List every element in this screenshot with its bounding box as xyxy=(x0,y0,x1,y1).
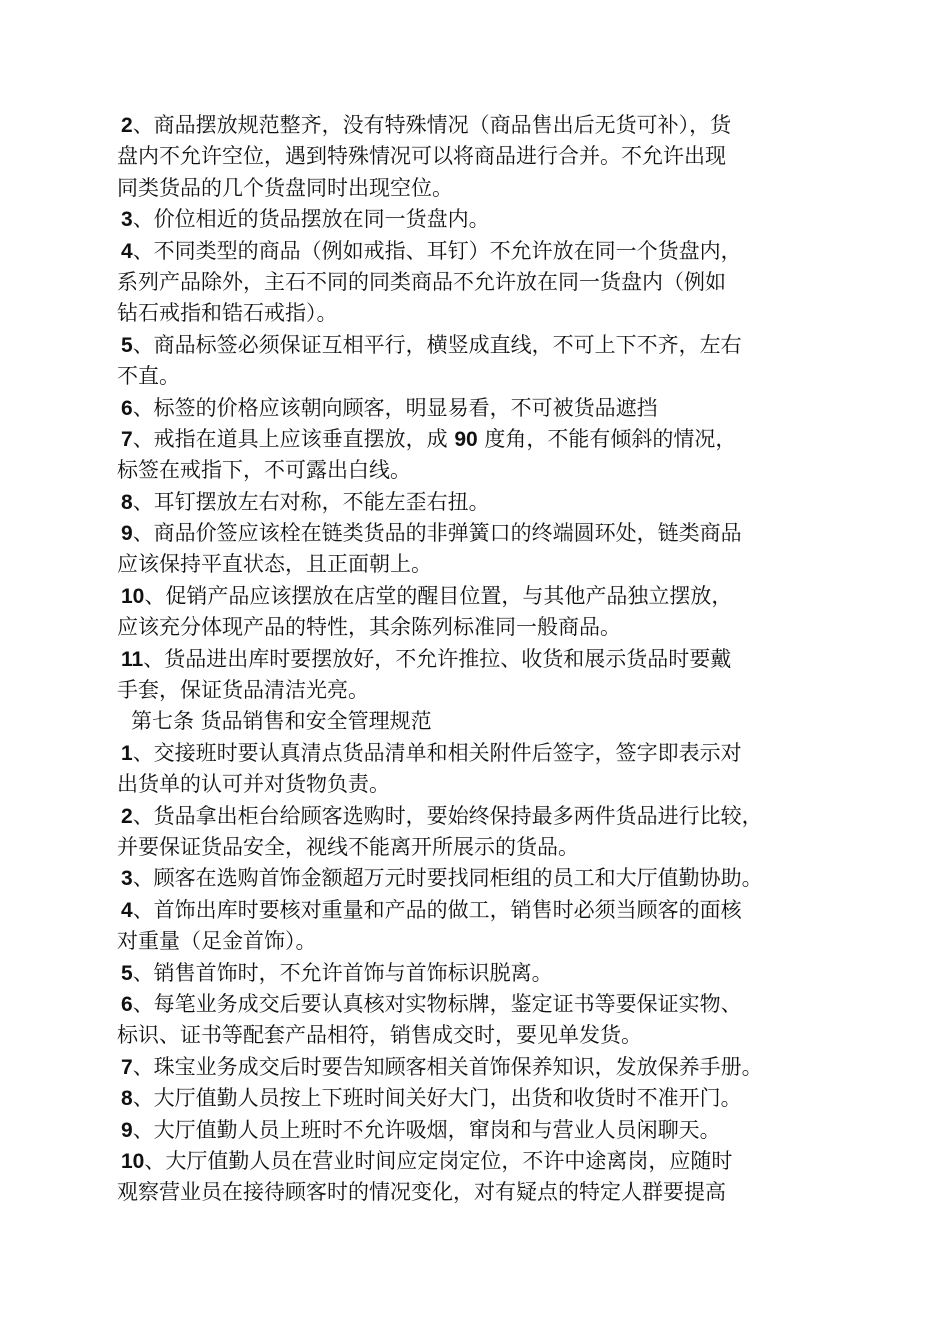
line-text: 钻石戒指和锆石戒指）。 xyxy=(117,301,338,326)
text-line xyxy=(117,832,857,863)
text-line xyxy=(117,1177,857,1208)
line-text: 、标签的价格应该朝向顾客，明显易看，不可被货品遮挡 xyxy=(132,395,658,420)
item-number: 8 xyxy=(121,1087,133,1111)
line-text: 应该充分体现产品的特性，其余陈列标准同一般商品。 xyxy=(117,615,621,640)
line-text: 、珠宝业务成交后时要告知顾客相关首饰保养知识，发放保养手册。 xyxy=(132,1054,763,1079)
item-number: 2 xyxy=(121,114,133,137)
item-number: 9 xyxy=(121,1118,133,1142)
line-text: 第七条 货品销售和安全管理规范 xyxy=(131,709,432,734)
line-text: 、促销产品应该摆放在店堂的醒目位置，与其他产品独立摆放， xyxy=(144,583,733,608)
text-line xyxy=(117,267,857,298)
item-number: 2 xyxy=(121,804,133,828)
item-number: 8 xyxy=(121,490,133,514)
inline-number: 90 xyxy=(454,427,478,451)
line-text: 盘内不允许空位，遇到特殊情况可以将商品进行合并。不允许出现 xyxy=(117,144,726,169)
item-number: 5 xyxy=(121,961,133,985)
line-text: 、货品进出库时要摆放好，不允许推拉、收货和展示货品时要戴 xyxy=(143,646,732,671)
line-text: 、戒指在道具上应该垂直摆放，成 xyxy=(132,426,455,451)
line-text: 、货品拿出柜台给顾客选购时，要始终保持最多两件货品进行比较， xyxy=(132,803,763,828)
text-line xyxy=(117,1020,857,1051)
text-line xyxy=(117,926,857,957)
text-line xyxy=(117,393,857,424)
text-line xyxy=(117,204,857,235)
line-text: 、大厅值勤人员上班时不允许吸烟，窜岗和与营业人员闲聊天。 xyxy=(132,1117,721,1142)
text-line xyxy=(117,644,857,675)
line-text: 、首饰出库时要核对重量和产品的做工，销售时必须当顾客的面核 xyxy=(132,897,742,922)
line-text: 手套，保证货品清洁光亮。 xyxy=(117,678,369,703)
section-heading xyxy=(117,706,857,737)
item-number: 9 xyxy=(121,522,133,546)
text-line xyxy=(117,1083,857,1114)
text-line xyxy=(117,361,857,392)
line-text: 、耳钉摆放左右对称，不能左歪右扭。 xyxy=(132,489,490,514)
line-text: 、大厅值勤人员按上下班时间关好大门，出货和收货时不准开门。 xyxy=(132,1086,742,1111)
text-line xyxy=(117,110,857,141)
line-text: 、商品价签应该栓在链类货品的非弹簧口的终端圆环处，链类商品 xyxy=(132,521,742,546)
line-text: 、大厅值勤人员在营业时间应定岗定位，不许中途离岗，应随时 xyxy=(144,1148,733,1173)
text-line xyxy=(117,424,857,455)
item-number: 10 xyxy=(121,1149,145,1173)
line-text: 标签在戒指下，不可露出白线。 xyxy=(117,458,411,483)
text-line xyxy=(117,518,857,549)
text-line xyxy=(117,141,857,172)
item-number: 3 xyxy=(121,208,133,232)
text-line xyxy=(117,863,857,894)
text-line xyxy=(117,455,857,486)
text-line xyxy=(117,801,857,832)
line-text: 对重量（足金首饰）。 xyxy=(117,929,317,954)
text-line xyxy=(117,675,857,706)
text-line xyxy=(117,549,857,580)
item-number: 4 xyxy=(121,239,133,263)
line-text: 、每笔业务成交后要认真核对实物标牌，鉴定证书等要保证实物、 xyxy=(132,991,742,1016)
text-line xyxy=(117,1052,857,1083)
item-number: 11 xyxy=(121,647,144,671)
text-line xyxy=(117,958,857,989)
text-line xyxy=(117,1115,857,1146)
text-line xyxy=(117,1146,857,1177)
line-text: 、商品摆放规范整齐，没有特殊情况（商品售出后无货可补），货 xyxy=(132,113,732,137)
text-line xyxy=(117,330,857,361)
line-text: 同类货品的几个货盘同时出现空位。 xyxy=(117,175,453,200)
line-text: 、销售首饰时，不允许首饰与首饰标识脱离。 xyxy=(132,960,553,985)
text-line xyxy=(117,989,857,1020)
item-number: 10 xyxy=(121,584,145,608)
text-line xyxy=(117,298,857,329)
text-line xyxy=(117,236,857,267)
item-number: 3 xyxy=(121,867,133,891)
line-text: 应该保持平直状态，且正面朝上。 xyxy=(117,552,432,577)
line-text: 、顾客在选购首饰金额超万元时要找同柜组的员工和大厅值勤协助。 xyxy=(132,866,763,891)
item-number: 6 xyxy=(121,992,133,1016)
line-text: 不直。 xyxy=(117,364,180,389)
line-text: 观察营业员在接待顾客时的情况变化，对有疑点的特定人群要提高 xyxy=(117,1180,726,1205)
item-number: 1 xyxy=(121,741,133,765)
line-text: 标识、证书等配套产品相符，销售成交时，要见单发货。 xyxy=(117,1023,642,1048)
text-line xyxy=(117,769,857,800)
line-text: 系列产品除外，主石不同的同类商品不允许放在同一货盘内（例如 xyxy=(117,269,726,294)
line-text: 出货单的认可并对货物负责。 xyxy=(117,772,390,797)
document-body xyxy=(117,110,857,1209)
item-number: 7 xyxy=(121,1055,133,1079)
text-line xyxy=(117,738,857,769)
line-text: 、商品标签必须保证互相平行，横竖成直线，不可上下不齐，左右 xyxy=(132,332,742,357)
line-text: 、价位相近的货品摆放在同一货盘内。 xyxy=(132,207,490,232)
line-text: 并要保证货品安全，视线不能离开所展示的货品。 xyxy=(117,834,579,859)
item-number: 6 xyxy=(121,396,133,420)
text-line xyxy=(117,173,857,204)
text-line xyxy=(117,581,857,612)
text-line xyxy=(117,487,857,518)
text-line xyxy=(117,612,857,643)
line-text-continued: 度角，不能有倾斜的情况， xyxy=(477,426,737,451)
item-number: 4 xyxy=(121,898,133,922)
item-number: 7 xyxy=(121,427,133,451)
line-text: 、不同类型的商品（例如戒指、耳钉）不允许放在同一个货盘内， xyxy=(132,238,742,263)
item-number: 5 xyxy=(121,333,133,357)
text-line xyxy=(117,895,857,926)
line-text: 、交接班时要认真清点货品清单和相关附件后签字，签字即表示对 xyxy=(132,740,742,765)
